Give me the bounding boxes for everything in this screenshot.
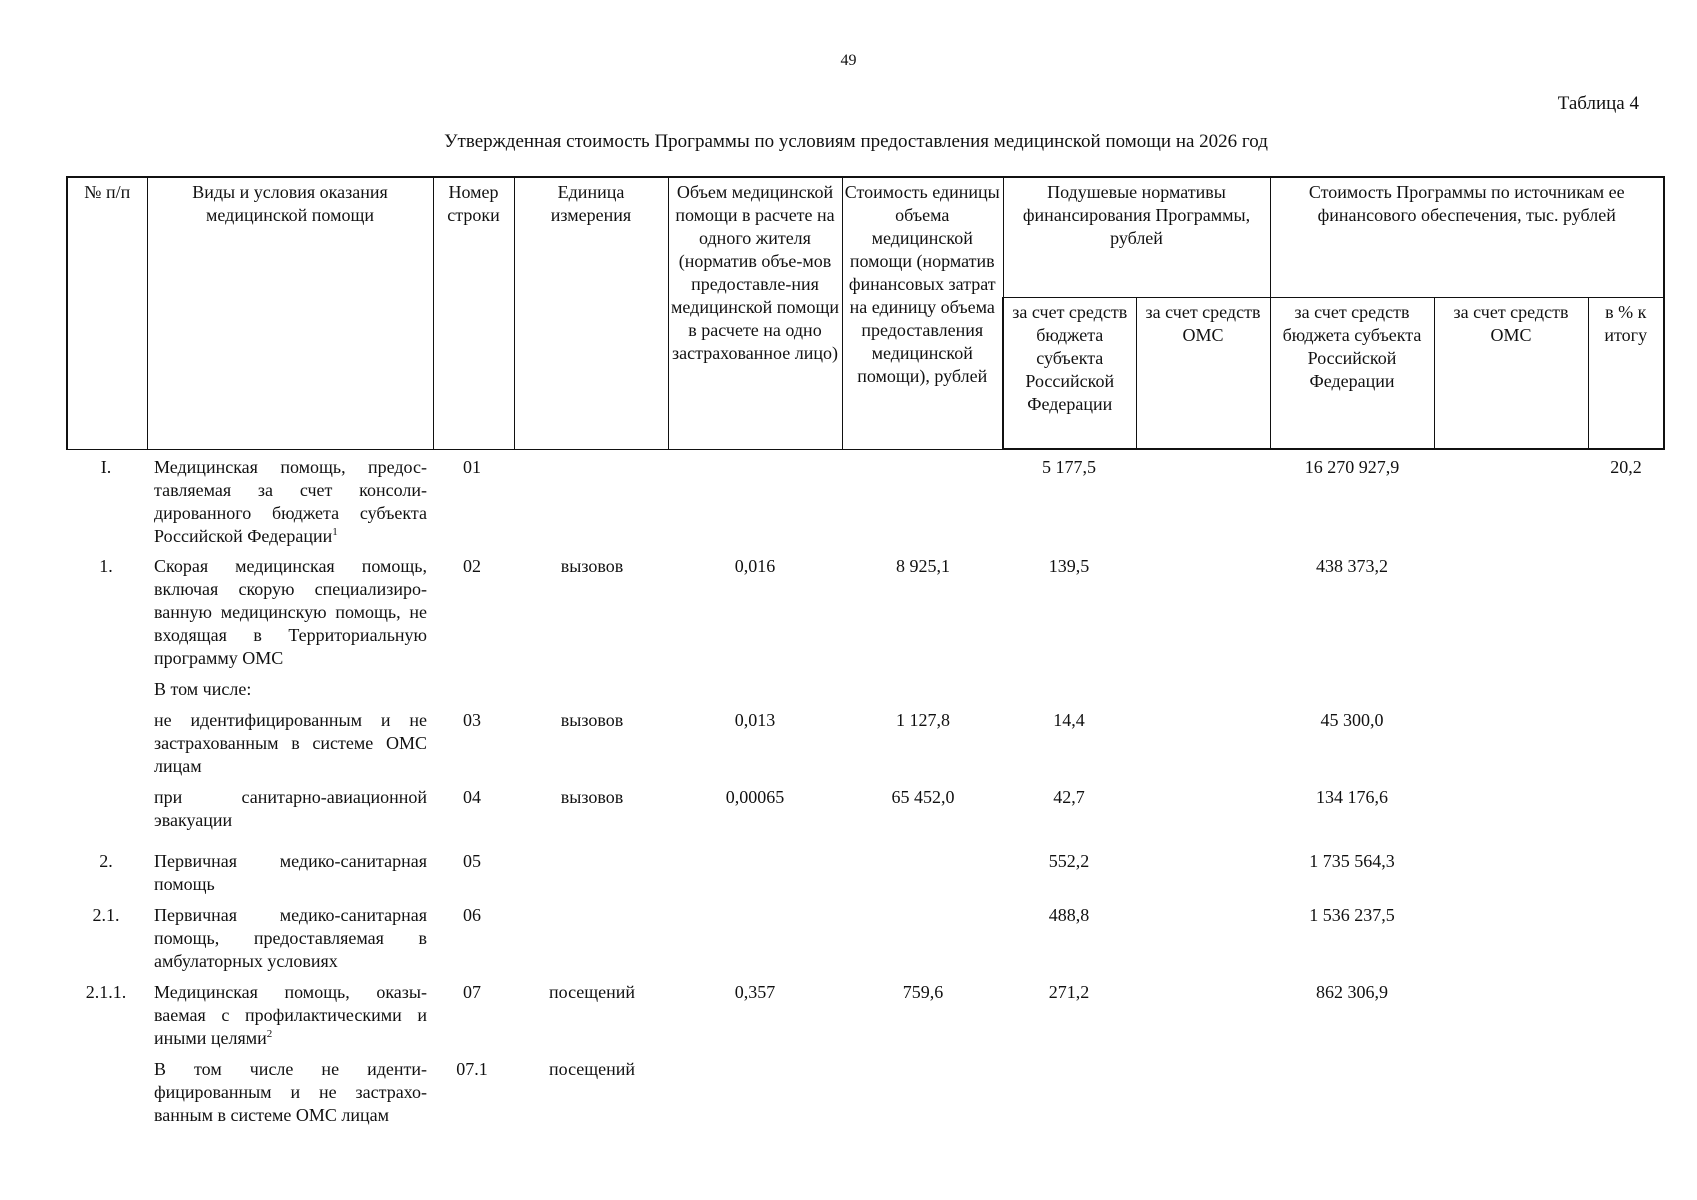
row-line-number: 03	[463, 710, 481, 730]
header-pc-oms: за счет средств ОМС	[1136, 297, 1270, 449]
row-per-capita-budget: 139,5	[1048, 556, 1090, 576]
row-per-capita-budget: 14,4	[1053, 710, 1085, 730]
row-line-number: 05	[463, 851, 481, 871]
row-total-budget: 1 536 237,5	[1309, 905, 1395, 925]
row-total-budget: 438 373,2	[1316, 556, 1388, 576]
row-unit: вызовов	[560, 787, 624, 807]
row-number: 2.	[99, 851, 113, 871]
row-name: Медицинская помощь, предос-тавляемая за счет консоли-дированного бюджета субъекта Российской Федерации$^1$	[154, 457, 427, 546]
row-name: Скорая медицинская помощь, включая скорую специализиро-ванную медицинскую помощь, не входящая в Территориальную программу ОМС	[154, 556, 427, 668]
row-line-number: 07.1	[456, 1059, 488, 1079]
row-line-number: 07	[463, 982, 481, 1002]
header-per-capita: Подушевые нормативы финансирования Программы, рублей	[1003, 177, 1270, 297]
row-per-capita-budget: 552,2	[1048, 851, 1090, 871]
footnote-marker: 1	[332, 526, 338, 538]
row-name: при санитарно-авиационной эвакуации	[154, 787, 427, 830]
row-unit: посещений	[548, 982, 636, 1002]
row-per-capita-budget: 488,8	[1048, 905, 1090, 925]
row-name: не идентифицированным и не застрахованным в системе ОМС лицам	[154, 710, 427, 776]
row-per-capita-budget: 271,2	[1048, 982, 1090, 1002]
row-line-number: 01	[463, 457, 481, 477]
row-total-budget: 16 270 927,9	[1304, 457, 1400, 477]
row-total-budget: 45 300,0	[1320, 710, 1384, 730]
header-src-budget: за счет средств бюджета субъекта Российской Федерации	[1270, 297, 1434, 449]
row-unit: вызовов	[560, 556, 624, 576]
row-percent: 20,2	[1610, 457, 1642, 477]
footnote-marker: 2	[266, 1028, 273, 1040]
row-number: I.	[100, 457, 112, 477]
row-unit-cost: 1 127,8	[896, 710, 950, 730]
row-number: 1.	[99, 556, 113, 576]
header-src-pct: в % к итогу	[1588, 297, 1664, 449]
header-volume: Объем медицинской помощи в расчете на одного жителя (норматив объе-мов предоставле-ния медицинской помощи в расчете на одно застрахованное лицо)	[668, 177, 842, 449]
header-line: Номер строки	[433, 177, 514, 449]
row-name: Медицинская помощь, оказы-ваемая с профилактическими и иными целями$^2$	[154, 982, 427, 1048]
header-pc-budget: за счет средств бюджета субъекта Российской Федерации	[1003, 297, 1136, 449]
row-volume: 0,013	[734, 710, 776, 730]
row-name: В том числе не иденти-фицированным и не застрахо-ванным в системе ОМС лицам	[154, 1059, 427, 1125]
header-src-oms: за счет средств ОМС	[1434, 297, 1588, 449]
row-name: Первичная медико-санитарная помощь, предоставляемая в амбулаторных условиях	[154, 905, 427, 971]
row-volume: 0,357	[734, 982, 776, 1002]
row-number: 2.1.1.	[85, 982, 127, 1002]
document-title: Утвержденная стоимость Программы по условиям предоставления медицинской помощи на 2026 год	[444, 131, 1268, 152]
header-program-cost: Стоимость Программы по источникам ее финансового обеспечения, тыс. рублей	[1270, 177, 1664, 297]
header-number: № п/п	[67, 177, 147, 449]
row-unit-cost: 65 452,0	[891, 787, 955, 807]
row-per-capita-budget: 42,7	[1053, 787, 1085, 807]
header-unit-cost: Стоимость единицы объема медицинской помощи (норматив финансовых затрат на единицу объема предоставления медицинской помощи), рублей	[842, 177, 1003, 449]
row-unit-cost: 8 925,1	[896, 556, 950, 576]
row-volume: 0,00065	[725, 787, 785, 807]
row-volume: 0,016	[734, 556, 776, 576]
row-total-budget: 1 735 564,3	[1309, 851, 1395, 871]
row-name: Первичная медико-санитарная помощь	[154, 851, 427, 894]
row-unit-cost: 759,6	[902, 982, 944, 1002]
table-label: Таблица 4	[1557, 93, 1639, 114]
row-unit: посещений	[548, 1059, 636, 1079]
header-unit: Единица измерения	[514, 177, 668, 449]
row-name: В том числе:	[154, 679, 252, 699]
row-line-number: 02	[463, 556, 481, 576]
row-total-budget: 134 176,6	[1316, 787, 1388, 807]
header-kind: Виды и условия оказания медицинской помощи	[147, 177, 433, 449]
row-total-budget: 862 306,9	[1316, 982, 1388, 1002]
row-line-number: 06	[463, 905, 481, 925]
row-unit: вызовов	[560, 710, 624, 730]
page-number: 49	[840, 52, 857, 69]
row-number: 2.1.	[92, 905, 120, 925]
row-per-capita-budget: 5 177,5	[1042, 457, 1096, 477]
row-line-number: 04	[463, 787, 481, 807]
